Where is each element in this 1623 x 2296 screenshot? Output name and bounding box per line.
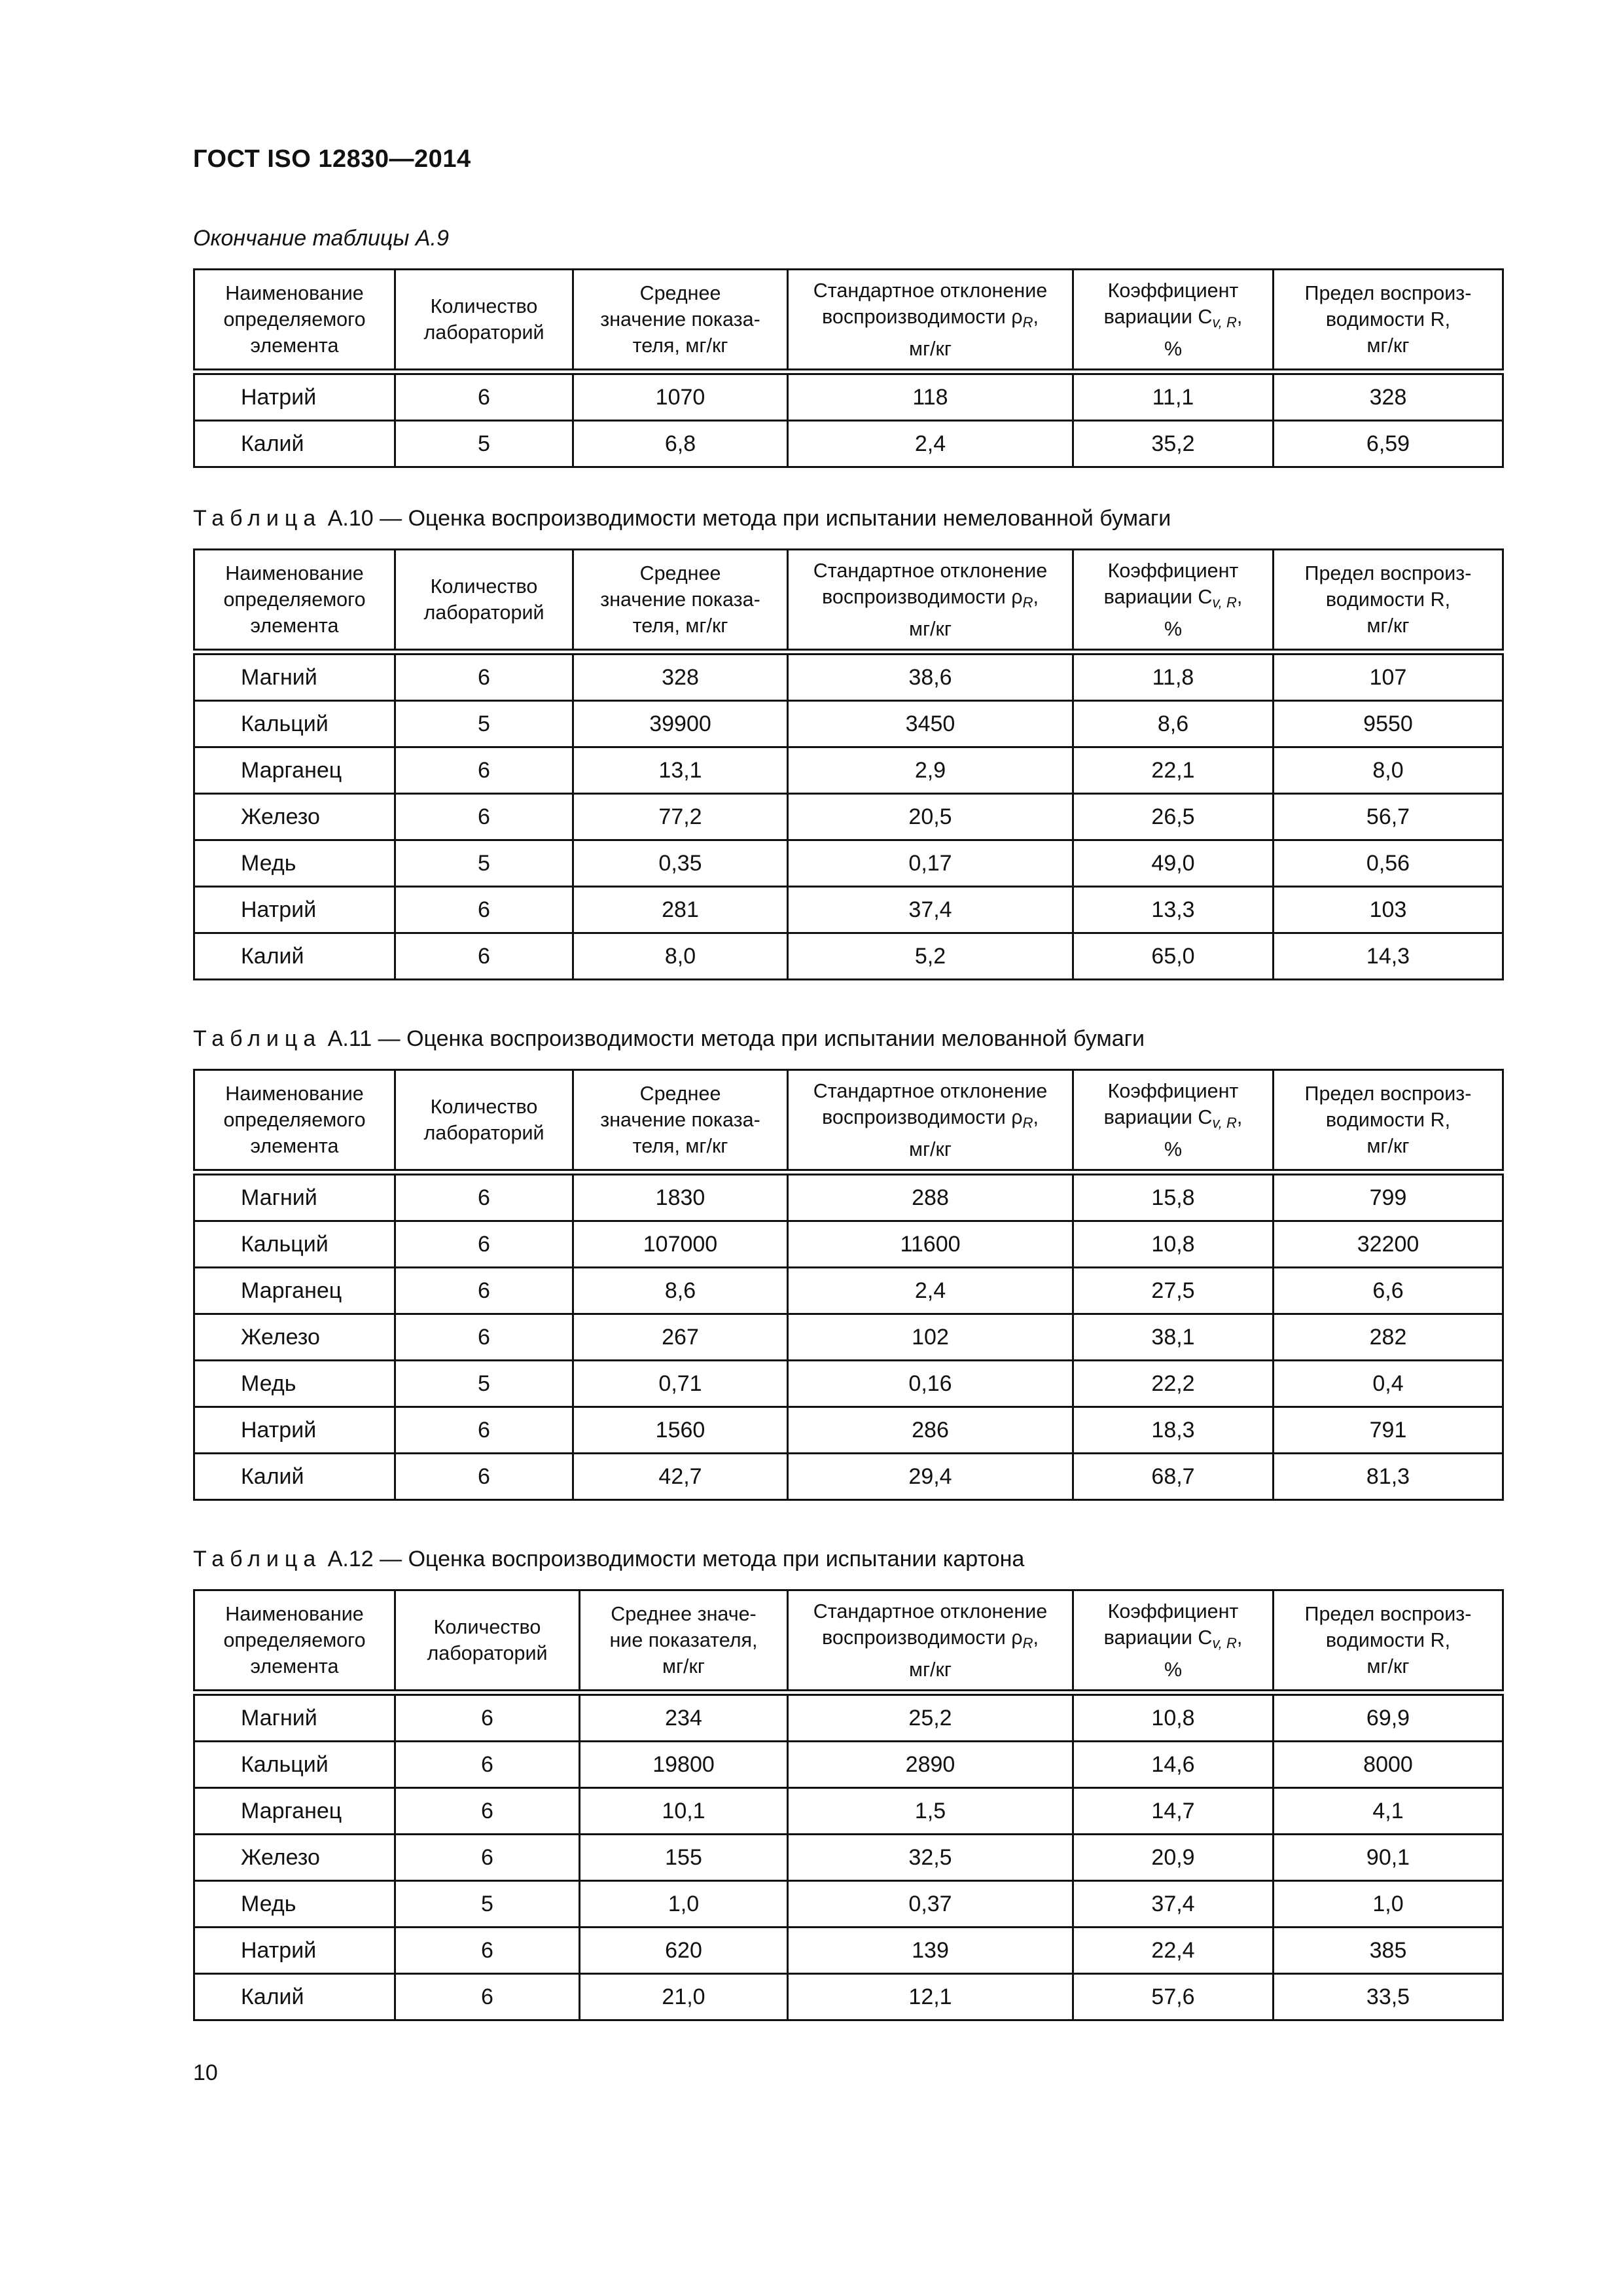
header-label-part: Среднее xyxy=(639,562,721,584)
header-label-part: Среднее значе- xyxy=(611,1603,757,1625)
limit-value-cell: 791 xyxy=(1274,1407,1503,1454)
header-label-part: Предел воспроиз- xyxy=(1304,562,1472,584)
col-sd xyxy=(788,1070,1073,1173)
element-name-cell: Медь xyxy=(194,840,395,887)
labs-count-cell: 6 xyxy=(395,887,573,933)
col-mean xyxy=(573,1070,788,1173)
caption-text: А.10 — Оценка воспроизводимости метода при испытании немелованной бумаги xyxy=(321,506,1171,531)
mean-value-cell: 234 xyxy=(580,1693,788,1742)
cv-value-cell: 35,2 xyxy=(1073,421,1274,467)
limit-value-cell: 81,3 xyxy=(1274,1454,1503,1500)
mean-value-cell: 13,1 xyxy=(573,747,788,794)
table-row xyxy=(194,1407,1503,1454)
limit-value-cell: 14,3 xyxy=(1274,933,1503,980)
header-label-part: % xyxy=(1164,1658,1183,1681)
header-label-part: Предел воспроиз- xyxy=(1304,282,1472,304)
header-label-part: элемента xyxy=(250,615,339,637)
header-label-part: Наименование xyxy=(225,282,364,304)
element-name-cell: Калий xyxy=(194,933,395,980)
labs-count-cell: 6 xyxy=(395,1172,573,1221)
limit-value-cell: 6,6 xyxy=(1274,1268,1503,1314)
sd-value-cell: 29,4 xyxy=(788,1454,1073,1500)
header-label-part: значение показа- xyxy=(600,588,760,611)
table-row xyxy=(194,887,1503,933)
cv-value-cell: 27,5 xyxy=(1073,1268,1274,1314)
labs-count-cell: 6 xyxy=(395,1693,580,1742)
labs-count-cell: 5 xyxy=(395,1881,580,1928)
header-label-part: Коэффициент xyxy=(1107,559,1239,582)
header-label-part: водимости R, xyxy=(1325,1109,1451,1131)
col-sd xyxy=(788,550,1073,653)
header-label-part: водимости R, xyxy=(1325,1629,1451,1651)
limit-value-cell: 33,5 xyxy=(1274,1974,1503,2020)
table-row xyxy=(194,1881,1503,1928)
header-label-part: Наименование xyxy=(225,562,364,584)
header-label-part: Количество xyxy=(430,575,538,598)
sd-value-cell: 0,16 xyxy=(788,1361,1073,1407)
header-label-part: , xyxy=(1033,585,1039,608)
page-number: 10 xyxy=(193,2060,218,2085)
limit-value-cell: 69,9 xyxy=(1274,1693,1503,1742)
table-row xyxy=(194,421,1503,467)
header-label-part: лабораторий xyxy=(423,601,544,624)
cv-value-cell: 38,1 xyxy=(1073,1314,1274,1361)
header-label-part: элемента xyxy=(250,1655,339,1677)
table-row xyxy=(194,1314,1503,1361)
labs-count-cell: 6 xyxy=(395,1268,573,1314)
header-label-part: элемента xyxy=(250,334,339,357)
table-row xyxy=(194,652,1503,701)
element-name-cell: Кальций xyxy=(194,1221,395,1268)
header-label-part: Среднее xyxy=(639,282,721,304)
mean-value-cell: 1830 xyxy=(573,1172,788,1221)
element-name-cell: Медь xyxy=(194,1881,395,1928)
header-label-part: определяемого xyxy=(223,1629,366,1651)
limit-value-cell: 4,1 xyxy=(1274,1788,1503,1835)
cv-value-cell: 8,6 xyxy=(1073,701,1274,747)
table-body xyxy=(194,1172,1503,1500)
table-caption-a12 xyxy=(193,1547,1024,1572)
sd-value-cell: 288 xyxy=(788,1172,1073,1221)
table-header xyxy=(194,550,1503,653)
element-name-cell: Натрий xyxy=(194,372,395,421)
table-row xyxy=(194,1361,1503,1407)
labs-count-cell: 5 xyxy=(395,701,573,747)
table-row xyxy=(194,1788,1503,1835)
labs-count-cell: 6 xyxy=(395,1928,580,1974)
header-label-part: Коэффициент xyxy=(1107,1600,1239,1623)
element-name-cell: Калий xyxy=(194,1454,395,1500)
element-name-cell: Магний xyxy=(194,1172,395,1221)
table-caption-a11 xyxy=(193,1026,1145,1052)
mean-value-cell: 620 xyxy=(580,1928,788,1974)
table-body xyxy=(194,1693,1503,2020)
header-label-part: вариации C xyxy=(1103,1626,1213,1649)
col-element xyxy=(194,1590,395,1693)
header-label-part: Стандартное отклонение xyxy=(813,559,1048,582)
header-label-part: R xyxy=(1022,314,1033,331)
labs-count-cell: 6 xyxy=(395,1835,580,1881)
sd-value-cell: 32,5 xyxy=(788,1835,1073,1881)
header-label-part: % xyxy=(1164,617,1183,640)
labs-count-cell: 5 xyxy=(395,421,573,467)
limit-value-cell: 0,56 xyxy=(1274,840,1503,887)
header-label-part: мг/кг xyxy=(908,337,952,360)
labs-count-cell: 6 xyxy=(395,372,573,421)
table-row xyxy=(194,1221,1503,1268)
header-label-part: лабораторий xyxy=(423,1122,544,1144)
sd-value-cell: 0,37 xyxy=(788,1881,1073,1928)
cv-value-cell: 11,8 xyxy=(1073,652,1274,701)
sd-value-cell: 2890 xyxy=(788,1742,1073,1788)
element-name-cell: Медь xyxy=(194,1361,395,1407)
cv-value-cell: 37,4 xyxy=(1073,1881,1274,1928)
mean-value-cell: 6,8 xyxy=(573,421,788,467)
labs-count-cell: 6 xyxy=(395,1742,580,1788)
header-label-part: вариации C xyxy=(1103,305,1213,328)
labs-count-cell: 5 xyxy=(395,1361,573,1407)
mean-value-cell: 42,7 xyxy=(573,1454,788,1500)
mean-value-cell: 8,6 xyxy=(573,1268,788,1314)
header-label-part: воспроизводимости ρ xyxy=(822,1105,1023,1128)
limit-value-cell: 103 xyxy=(1274,887,1503,933)
header-label-part: теля, мг/кг xyxy=(632,615,728,637)
col-cv xyxy=(1073,1590,1274,1693)
header-label-part: , xyxy=(1033,305,1039,328)
cv-value-cell: 10,8 xyxy=(1073,1693,1274,1742)
header-label-part: Наименование xyxy=(225,1603,364,1625)
header-label-part: вариации C xyxy=(1103,1105,1213,1128)
mean-value-cell: 107000 xyxy=(573,1221,788,1268)
sd-value-cell: 25,2 xyxy=(788,1693,1073,1742)
limit-value-cell: 32200 xyxy=(1274,1221,1503,1268)
mean-value-cell: 1560 xyxy=(573,1407,788,1454)
table-row xyxy=(194,701,1503,747)
header-label-part: Стандартное отклонение xyxy=(813,279,1048,302)
header-label-part: мг/кг xyxy=(1366,334,1410,357)
element-name-cell: Железо xyxy=(194,794,395,840)
limit-value-cell: 107 xyxy=(1274,652,1503,701)
table-header xyxy=(194,270,1503,372)
table-header xyxy=(194,1070,1503,1173)
header-label-part: лабораторий xyxy=(427,1642,548,1664)
header-label-part: определяемого xyxy=(223,1109,366,1131)
table-row xyxy=(194,840,1503,887)
cv-value-cell: 49,0 xyxy=(1073,840,1274,887)
header-label-part: v, R xyxy=(1212,594,1237,611)
col-element xyxy=(194,550,395,653)
limit-value-cell: 1,0 xyxy=(1274,1881,1503,1928)
element-name-cell: Магний xyxy=(194,1693,395,1742)
header-label-part: мг/кг xyxy=(1366,1135,1410,1157)
table-row xyxy=(194,794,1503,840)
caption-lead: Таблица xyxy=(193,1026,322,1051)
limit-value-cell: 8,0 xyxy=(1274,747,1503,794)
table-body xyxy=(194,372,1503,467)
header-label-part: , xyxy=(1236,585,1243,608)
mean-value-cell: 1070 xyxy=(573,372,788,421)
header-label-part: Наименование xyxy=(225,1083,364,1105)
col-labs xyxy=(395,550,573,653)
header-label-part: Коэффициент xyxy=(1107,279,1239,302)
sd-value-cell: 139 xyxy=(788,1928,1073,1974)
element-name-cell: Калий xyxy=(194,421,395,467)
header-label-part: вариации C xyxy=(1103,585,1213,608)
header-label-part: ние показателя, xyxy=(609,1629,758,1651)
sd-value-cell: 5,2 xyxy=(788,933,1073,980)
table-a10 xyxy=(193,548,1504,980)
element-name-cell: Натрий xyxy=(194,887,395,933)
header-label-part: мг/кг xyxy=(908,1658,952,1681)
table-header xyxy=(194,1590,1503,1693)
col-limit xyxy=(1274,1070,1503,1173)
sd-value-cell: 1,5 xyxy=(788,1788,1073,1835)
cv-value-cell: 57,6 xyxy=(1073,1974,1274,2020)
header-label-part: элемента xyxy=(250,1135,339,1157)
caption-text: А.12 — Оценка воспроизводимости метода при испытании картона xyxy=(321,1547,1025,1571)
cv-value-cell: 22,4 xyxy=(1073,1928,1274,1974)
header-label-part: % xyxy=(1164,337,1183,360)
table-a9 xyxy=(193,268,1504,468)
header-label-part: , xyxy=(1236,305,1243,328)
sd-value-cell: 20,5 xyxy=(788,794,1073,840)
limit-value-cell: 8000 xyxy=(1274,1742,1503,1788)
header-label-part: Коэффициент xyxy=(1107,1079,1239,1102)
table-a11 xyxy=(193,1069,1504,1501)
col-labs xyxy=(395,270,573,372)
sd-value-cell: 2,4 xyxy=(788,421,1073,467)
element-name-cell: Магний xyxy=(194,652,395,701)
header-label-part: Предел воспроиз- xyxy=(1304,1603,1472,1625)
col-cv xyxy=(1073,550,1274,653)
header-label-part: воспроизводимости ρ xyxy=(822,1626,1023,1649)
cv-value-cell: 14,7 xyxy=(1073,1788,1274,1835)
limit-value-cell: 0,4 xyxy=(1274,1361,1503,1407)
cv-value-cell: 13,3 xyxy=(1073,887,1274,933)
header-label-part: Количество xyxy=(430,1096,538,1118)
cv-value-cell: 68,7 xyxy=(1073,1454,1274,1500)
header-label-part: мг/кг xyxy=(1366,615,1410,637)
col-mean xyxy=(573,270,788,372)
labs-count-cell: 6 xyxy=(395,1407,573,1454)
header-label-part: значение показа- xyxy=(600,1109,760,1131)
sd-value-cell: 118 xyxy=(788,372,1073,421)
header-label-part: v, R xyxy=(1212,1114,1237,1131)
cv-value-cell: 20,9 xyxy=(1073,1835,1274,1881)
col-mean xyxy=(573,550,788,653)
table-row xyxy=(194,1835,1503,1881)
table-caption-a10 xyxy=(193,506,1171,531)
header-label-part: теля, мг/кг xyxy=(632,1135,728,1157)
table-body xyxy=(194,652,1503,980)
cv-value-cell: 11,1 xyxy=(1073,372,1274,421)
table-caption-a9 xyxy=(193,226,449,251)
caption-text: Окончание таблицы А.9 xyxy=(193,226,449,251)
cv-value-cell: 14,6 xyxy=(1073,1742,1274,1788)
caption-text: А.11 — Оценка воспроизводимости метода при испытании мелованной бумаги xyxy=(321,1026,1145,1051)
sd-value-cell: 0,17 xyxy=(788,840,1073,887)
limit-value-cell: 282 xyxy=(1274,1314,1503,1361)
cv-value-cell: 18,3 xyxy=(1073,1407,1274,1454)
header-label-part: Предел воспроиз- xyxy=(1304,1083,1472,1105)
mean-value-cell: 77,2 xyxy=(573,794,788,840)
mean-value-cell: 281 xyxy=(573,887,788,933)
col-limit xyxy=(1274,1590,1503,1693)
sd-value-cell: 102 xyxy=(788,1314,1073,1361)
limit-value-cell: 328 xyxy=(1274,372,1503,421)
sd-value-cell: 286 xyxy=(788,1407,1073,1454)
mean-value-cell: 21,0 xyxy=(580,1974,788,2020)
cv-value-cell: 26,5 xyxy=(1073,794,1274,840)
cv-value-cell: 15,8 xyxy=(1073,1172,1274,1221)
table-row xyxy=(194,372,1503,421)
header-label-part: Среднее xyxy=(639,1083,721,1105)
element-name-cell: Натрий xyxy=(194,1407,395,1454)
table-row xyxy=(194,1742,1503,1788)
table-row xyxy=(194,1693,1503,1742)
labs-count-cell: 6 xyxy=(395,1221,573,1268)
header-label-part: определяемого xyxy=(223,588,366,611)
header-label-part: водимости R, xyxy=(1325,588,1451,611)
mean-value-cell: 10,1 xyxy=(580,1788,788,1835)
labs-count-cell: 6 xyxy=(395,1454,573,1500)
element-name-cell: Кальций xyxy=(194,701,395,747)
cv-value-cell: 22,1 xyxy=(1073,747,1274,794)
limit-value-cell: 90,1 xyxy=(1274,1835,1503,1881)
element-name-cell: Натрий xyxy=(194,1928,395,1974)
document-header: ГОСТ ISO 12830—2014 xyxy=(193,145,471,173)
mean-value-cell: 0,35 xyxy=(573,840,788,887)
sd-value-cell: 2,9 xyxy=(788,747,1073,794)
table-row xyxy=(194,1172,1503,1221)
header-label-part: водимости R, xyxy=(1325,308,1451,331)
mean-value-cell: 0,71 xyxy=(573,1361,788,1407)
element-name-cell: Марганец xyxy=(194,747,395,794)
labs-count-cell: 6 xyxy=(395,933,573,980)
col-sd xyxy=(788,1590,1073,1693)
labs-count-cell: 6 xyxy=(395,1974,580,2020)
element-name-cell: Марганец xyxy=(194,1268,395,1314)
labs-count-cell: 6 xyxy=(395,794,573,840)
header-label-part: v, R xyxy=(1212,1634,1237,1651)
element-name-cell: Калий xyxy=(194,1974,395,2020)
caption-lead: Таблица xyxy=(193,1547,322,1571)
header-label-part: мг/кг xyxy=(908,617,952,640)
header-label-part: v, R xyxy=(1212,314,1237,331)
mean-value-cell: 19800 xyxy=(580,1742,788,1788)
header-label-part: , xyxy=(1236,1105,1243,1128)
element-name-cell: Марганец xyxy=(194,1788,395,1835)
table-row xyxy=(194,1974,1503,2020)
header-label-part: Стандартное отклонение xyxy=(813,1600,1048,1623)
labs-count-cell: 6 xyxy=(395,1314,573,1361)
header-label-part: значение показа- xyxy=(600,308,760,331)
cv-value-cell: 65,0 xyxy=(1073,933,1274,980)
header-label-part: мг/кг xyxy=(908,1138,952,1160)
header-label-part: , xyxy=(1033,1626,1039,1649)
header-label-part: определяемого xyxy=(223,308,366,331)
table-row xyxy=(194,933,1503,980)
header-label-part: , xyxy=(1033,1105,1039,1128)
sd-value-cell: 38,6 xyxy=(788,652,1073,701)
col-limit xyxy=(1274,270,1503,372)
header-label-part: , xyxy=(1236,1626,1243,1649)
col-cv xyxy=(1073,270,1274,372)
table-row xyxy=(194,1454,1503,1500)
header-label-part: R xyxy=(1022,594,1033,611)
col-sd xyxy=(788,270,1073,372)
table-row xyxy=(194,1268,1503,1314)
col-element xyxy=(194,270,395,372)
header-label-part: Количество xyxy=(430,295,538,317)
header-label-part: теля, мг/кг xyxy=(632,334,728,357)
labs-count-cell: 5 xyxy=(395,840,573,887)
col-cv xyxy=(1073,1070,1274,1173)
mean-value-cell: 8,0 xyxy=(573,933,788,980)
table-row xyxy=(194,747,1503,794)
col-labs xyxy=(395,1070,573,1173)
limit-value-cell: 799 xyxy=(1274,1172,1503,1221)
sd-value-cell: 2,4 xyxy=(788,1268,1073,1314)
header-label-part: R xyxy=(1022,1634,1033,1651)
element-name-cell: Железо xyxy=(194,1835,395,1881)
limit-value-cell: 385 xyxy=(1274,1928,1503,1974)
sd-value-cell: 37,4 xyxy=(788,887,1073,933)
header-label-part: воспроизводимости ρ xyxy=(822,585,1023,608)
caption-lead: Таблица xyxy=(193,506,322,531)
mean-value-cell: 328 xyxy=(573,652,788,701)
element-name-cell: Кальций xyxy=(194,1742,395,1788)
col-mean xyxy=(580,1590,788,1693)
header-label-part: воспроизводимости ρ xyxy=(822,305,1023,328)
col-limit xyxy=(1274,550,1503,653)
col-element xyxy=(194,1070,395,1173)
header-label-part: мг/кг xyxy=(1366,1655,1410,1677)
labs-count-cell: 6 xyxy=(395,747,573,794)
cv-value-cell: 22,2 xyxy=(1073,1361,1274,1407)
element-name-cell: Железо xyxy=(194,1314,395,1361)
header-label-part: % xyxy=(1164,1138,1183,1160)
limit-value-cell: 6,59 xyxy=(1274,421,1503,467)
mean-value-cell: 39900 xyxy=(573,701,788,747)
sd-value-cell: 11600 xyxy=(788,1221,1073,1268)
col-labs xyxy=(395,1590,580,1693)
labs-count-cell: 6 xyxy=(395,1788,580,1835)
header-label-part: Стандартное отклонение xyxy=(813,1079,1048,1102)
table-a12 xyxy=(193,1589,1504,2021)
mean-value-cell: 155 xyxy=(580,1835,788,1881)
mean-value-cell: 267 xyxy=(573,1314,788,1361)
labs-count-cell: 6 xyxy=(395,652,573,701)
header-label-part: R xyxy=(1022,1114,1033,1131)
cv-value-cell: 10,8 xyxy=(1073,1221,1274,1268)
sd-value-cell: 12,1 xyxy=(788,1974,1073,2020)
header-label-part: Количество xyxy=(433,1616,541,1638)
limit-value-cell: 9550 xyxy=(1274,701,1503,747)
mean-value-cell: 1,0 xyxy=(580,1881,788,1928)
header-label-part: лабораторий xyxy=(423,321,544,344)
sd-value-cell: 3450 xyxy=(788,701,1073,747)
table-row xyxy=(194,1928,1503,1974)
limit-value-cell: 56,7 xyxy=(1274,794,1503,840)
header-label-part: мг/кг xyxy=(662,1655,705,1677)
